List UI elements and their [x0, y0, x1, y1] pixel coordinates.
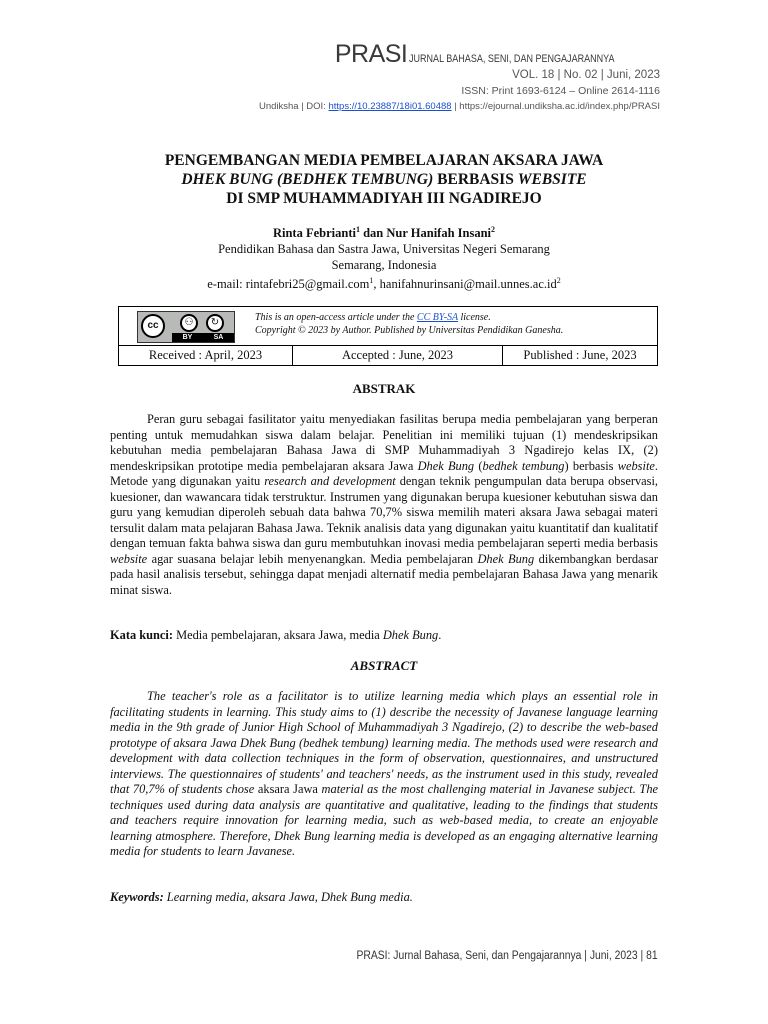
email-2: , hanifahnurinsani@mail.unnes.ac.id	[373, 277, 557, 292]
share-alike-icon: ↻	[206, 314, 224, 332]
abstrak-text-3: ) berbasis	[564, 458, 618, 473]
cc-by-sa-logo[interactable]	[137, 311, 235, 343]
issn-line: ISSN: Print 1693-6124 – Online 2614-1116	[461, 85, 660, 97]
abstrak-heading: ABSTRAK	[352, 381, 416, 396]
abstract-text-2: material as the most challenging material in Javanese subject. The techniques used during data analysis are quantitative and qualitative, leading to the findings that students and teachers require innovation for learning media, such as web-based media, to create an enjoyable learning atmosphere. Therefore, Dhek Bung learning media is developed as an engaging alternative learning media for students to learn Javanese.	[110, 782, 659, 858]
authors-block	[60, 222, 708, 292]
title-line-2	[60, 170, 708, 189]
affiliation-1: Pendidikan Bahasa dan Sastra Jawa, Universitas Negeri Semarang	[218, 242, 550, 257]
author-2: Nur Hanifah Insani	[386, 226, 492, 241]
received-date: Received : April, 2023	[119, 346, 293, 365]
journal-brand: PRASI	[334, 40, 408, 68]
doi-link[interactable]: https://10.23887/18i01.60488	[328, 101, 452, 112]
license-box	[118, 306, 658, 366]
doi-prefix: Undiksha | DOI:	[258, 101, 329, 112]
journal-header	[335, 40, 660, 69]
abstract-upright-1: aksara Jawa	[257, 782, 318, 796]
abstrak-text-6: agar suasana belajar lebih menyenangkan. Media pembelajaran	[147, 551, 478, 566]
abstrak-text-1: Peran guru sebagai fasilitator yaitu menyediakan fasilitas berupa media pembelajaran yang berperan penting untuk memudahkan siswa dalam belajar. Penelitian ini memiliki tujuan (1) mendeskripsikan kebutuhan media pembelajaran Bahasa Jawa di SMP Muhammadiyah 3 Ngadirejo kelas IX, (2) mendeskripsikan prototipe media pembelajaran aksara Jawa	[110, 412, 658, 473]
license-prefix: This is an open-access article under the	[255, 312, 417, 323]
abstrak-italic-6: Dhek Bung	[477, 551, 535, 566]
accepted-date: Accepted : June, 2023	[293, 346, 503, 365]
keywords-label: Keywords:	[110, 890, 164, 904]
license-top	[119, 307, 657, 347]
published-date: Published : June, 2023	[523, 348, 637, 362]
email-1: e-mail: rintafebri25@gmail.com	[207, 277, 370, 292]
kata-kunci-end: .	[438, 628, 442, 642]
abstract-text-1: The teacher's role as a facilitator is to utilize learning media which plays an essential role in facilitating students in learning. This study aims to (1) describe the necessity of Javanese language learning media in the 9th grade of Junior High School of Muhammadiyah 3 Ngadirejo, (2) to describe the web-based prototype of aksara Jawa Dhek Bung (bedhek tembung) learning media. The methods used were research and development with data collection techniques in the form of observation, questionnaires, and unstructured interviews. The questionnaires of students' and teachers' needs, as the instrument used in this study, revealed that 70,7% of students chose	[110, 689, 658, 796]
kata-kunci-label: Kata kunci:	[110, 628, 173, 642]
abstrak-italic-4: research and development	[264, 474, 396, 488]
license-text	[255, 311, 563, 337]
cc-icon: cc	[141, 314, 165, 338]
author-2-sup: 2	[491, 225, 496, 234]
title-mid-part: BERBASIS	[433, 171, 518, 188]
doi-line	[259, 101, 660, 112]
paper-title	[60, 151, 708, 208]
author-1: Rinta Febrianti	[272, 226, 356, 241]
author-1-sup: 1	[355, 225, 360, 234]
keywords-text: Learning media, aksara Jawa, Dhek Bung media.	[163, 890, 413, 904]
title-line-1: PENGEMBANGAN MEDIA PEMBELAJARAN AKSARA JAWA	[164, 152, 604, 169]
license-suffix: license.	[457, 312, 491, 323]
email-2-sup: 2	[556, 276, 561, 286]
abstrak-italic-1: Dhek Bung	[417, 458, 475, 473]
cc-band	[172, 333, 234, 342]
abstrak-italic-2: bedhek tembung	[482, 458, 565, 473]
abstract-paragraph	[110, 689, 658, 860]
email-1-sup: 1	[369, 276, 374, 286]
abstrak-text-7: dikembangkan berdasar pada hasil analisis tersebut, sehingga dapat menjadi alternatif media pembelajaran Bahasa Jawa yang menarik minat siswa.	[110, 551, 658, 597]
author-connector: dan	[359, 226, 387, 241]
kata-kunci	[110, 628, 658, 643]
copyright-line: Copyright © 2023 by Author. Published by Universitas Pendidikan Ganesha.	[255, 325, 564, 336]
cc-by-label: BY	[182, 334, 193, 341]
page-footer: PRASI: Jurnal Bahasa, Seni, dan Pengajarannya | Juni, 2023 | 81	[356, 950, 658, 962]
affiliation-2: Semarang, Indonesia	[331, 258, 437, 273]
license-link[interactable]: CC BY-SA	[416, 312, 458, 323]
abstrak-italic-5: website	[110, 551, 148, 566]
dates-row	[119, 345, 657, 365]
abstrak-text-5: dengan teknik pengumpulan data berupa observasi, kuesioner, dan wawancara tidak terstruktur. Instrumen yang digunakan berupa kuesioner kebutuhan siswa dan guru yang kemudian diperoleh sebuah data bahwa 70,7% siswa memilih materi aksara Jawa sebagai materi tersulit dalam mata pelajaran Bahasa Jawa. Teknik analisis data yang digunakan yaitu kuantitatif dan kualitatif dengan temuan fakta bahwa siswa dan guru membutuhkan inovasi media pembelajaran seperti media berbasis	[110, 474, 658, 550]
journal-name: JURNAL BAHASA, SENI, DAN PENGAJARANNYA	[409, 53, 615, 65]
email-line	[60, 273, 708, 292]
abstract-heading: ABSTRACT	[350, 658, 418, 673]
license-line-1	[255, 311, 563, 324]
cc-sa-label: SA	[213, 334, 224, 341]
kata-kunci-italic: Dhek Bung	[382, 628, 439, 642]
abstrak-paragraph	[110, 412, 658, 598]
abstrak-text-2: (	[474, 458, 483, 473]
volume-line: VOL. 18 | No. 02 | Juni, 2023	[512, 69, 660, 81]
title-italic-part-2: WEBSITE	[517, 171, 587, 188]
abstrak-text-4: . Metode yang digunakan yaitu	[110, 458, 658, 488]
title-italic-part: DHEK BUNG (BEDHEK TEMBUNG)	[181, 171, 434, 188]
title-line-3: DI SMP MUHAMMADIYAH III NGADIREJO	[226, 190, 542, 207]
author-names	[60, 222, 708, 241]
kata-kunci-text: Media pembelajaran, aksara Jawa, media	[173, 628, 383, 642]
abstrak-italic-3: website	[617, 458, 655, 473]
attribution-icon: ⚇	[180, 314, 198, 332]
doi-suffix: | https://ejournal.undiksha.ac.id/index.php/PRASI	[451, 101, 660, 112]
keywords	[110, 890, 658, 905]
